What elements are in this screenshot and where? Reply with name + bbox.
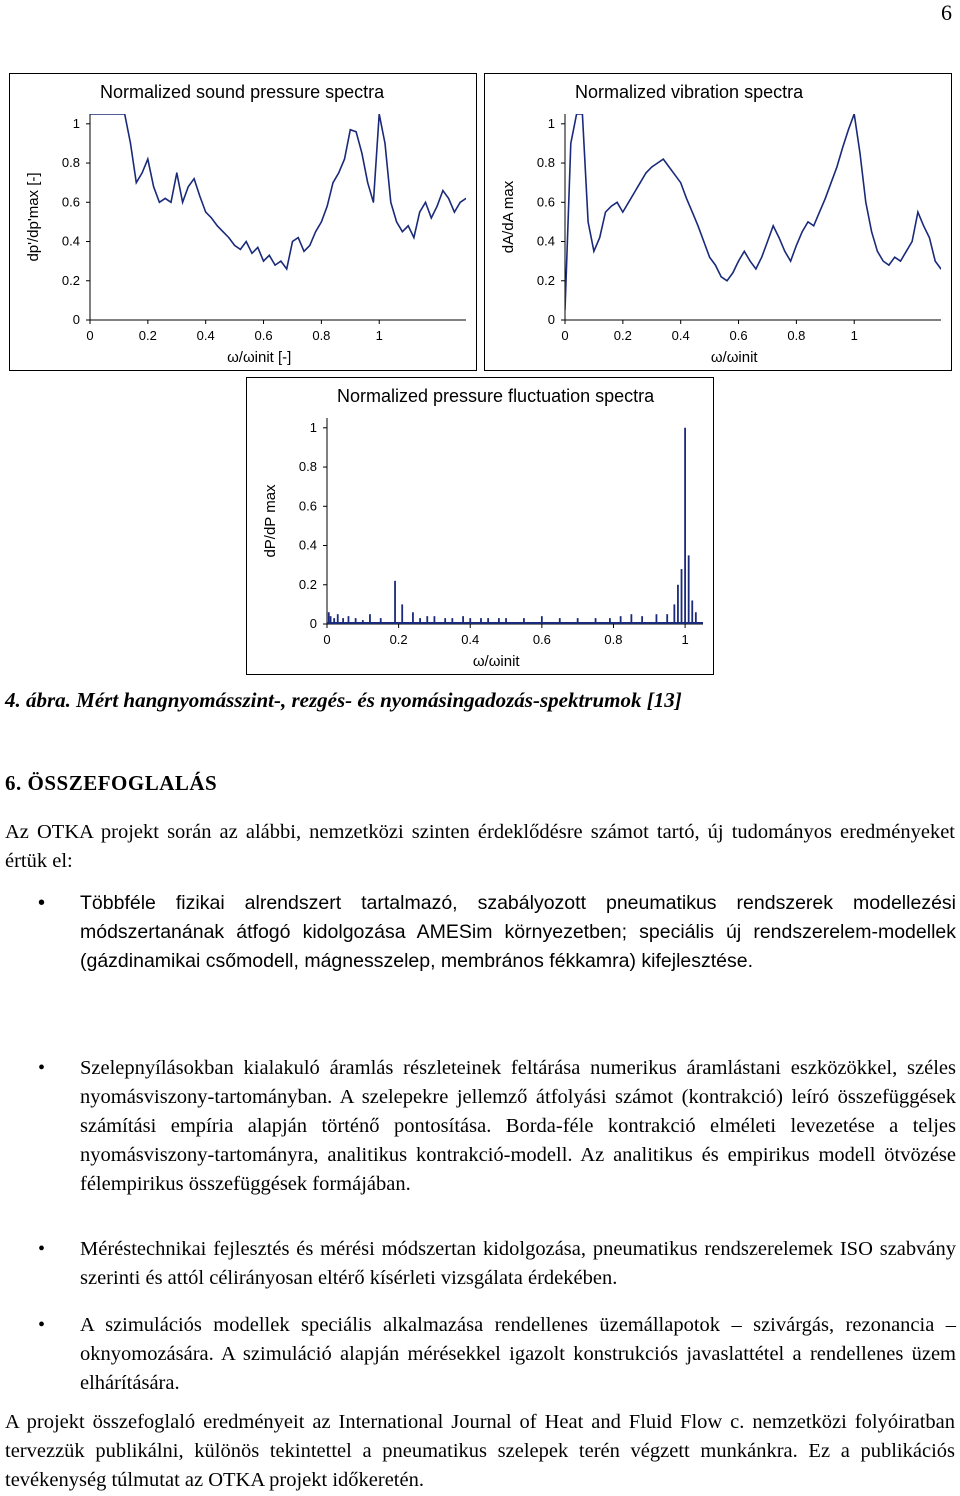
data-point	[657, 162, 658, 163]
section-heading: 6. ÖSSZEFOGLALÁS	[5, 771, 218, 795]
data-point	[448, 198, 449, 199]
list-item: • Méréstechnikai fejlesztés és mérési módszertan kidolgozása, pneumatikus rendszerelemek ISO szabvány szerinti és attól célirányosan eltérő kísérleti vizsgálata érdekében.	[80, 1235, 956, 1293]
x-axis-label: ω/ωinit	[710, 349, 758, 366]
data-point	[425, 202, 426, 203]
data-point	[95, 113, 96, 114]
series-group	[89, 113, 466, 269]
data-point	[761, 257, 762, 258]
data-point	[280, 261, 281, 262]
data-point	[813, 225, 814, 226]
data-point	[199, 196, 200, 197]
data-point	[263, 261, 264, 262]
chart-sound-pressure	[10, 74, 476, 370]
data-point	[431, 217, 432, 218]
data-point	[338, 172, 339, 173]
data-point	[767, 241, 768, 242]
chart-pressure-fluctuation	[247, 378, 713, 674]
y-tick-label: 0.8	[536, 155, 555, 171]
data-point	[292, 241, 293, 242]
data-point	[165, 198, 166, 199]
x-tick-label: 0.4	[196, 328, 215, 343]
data-point	[605, 211, 606, 212]
data-point	[234, 245, 235, 246]
figure-caption: 4. ábra. Mért hangnyomásszint-, rezgés- és nyomásingadozás-spektrumok [13]	[5, 688, 682, 712]
x-tick-label: 0.4	[671, 328, 690, 343]
data-point	[153, 186, 154, 187]
data-point	[373, 202, 374, 203]
y-tick-label: 1	[309, 419, 317, 435]
data-point	[465, 198, 466, 199]
figure-sound-pressure	[9, 73, 477, 371]
series-line	[565, 114, 941, 310]
x-axis-label: ω/ωinit [-]	[227, 349, 292, 366]
data-point	[802, 231, 803, 232]
y-tick-label: 0.8	[298, 459, 317, 475]
data-point	[159, 202, 160, 203]
list-item: • Többféle fizikai alrendszert tartalmazó, szabályozott pneumatikus rendszerek modellezési módszertanának átfogó kidolgozása AMESim környezetben; speciális új rendszerelem-modellek (gázdinamikai csőmodell, mágnesszelep, membrános fékkamra) kifejlesztése.	[80, 889, 956, 976]
y-tick-label: 0.6	[298, 498, 317, 514]
data-point	[384, 143, 385, 144]
figure-pressure-fluctuation	[246, 377, 714, 675]
data-point	[251, 253, 252, 254]
list-item: • A szimulációs modellek speciális alkalmazása rendellenes üzemállapotok – szivárgás, rezonancia – oknyomozására. A szimuláció alapján mérésekkel igazolt konstrukciós javaslattétel a rendellenes üzem elhárítására.	[80, 1311, 956, 1398]
data-point	[367, 182, 368, 183]
y-tick-label: 1	[547, 115, 555, 131]
y-axis-label: dp'/dp'max [-]	[25, 172, 42, 262]
chart-title: Normalized pressure fluctuation spectra	[337, 386, 655, 406]
data-point	[408, 225, 409, 226]
data-point	[396, 221, 397, 222]
x-tick-label: 0.2	[389, 632, 408, 647]
data-point	[217, 225, 218, 226]
chart-title: Normalized sound pressure spectra	[100, 82, 385, 102]
data-point	[778, 237, 779, 238]
data-point	[622, 211, 623, 212]
data-point	[877, 251, 878, 252]
data-point	[836, 166, 837, 167]
data-point	[599, 237, 600, 238]
x-tick-label: 0.8	[787, 328, 806, 343]
y-tick-label: 1	[72, 115, 80, 131]
y-tick-label: 0	[309, 616, 317, 631]
data-point	[663, 159, 664, 160]
data-point	[588, 221, 589, 222]
data-point	[848, 129, 849, 130]
data-point	[854, 113, 855, 114]
list-item: • Szelepnyílásokban kialakuló áramlás részleteinek feltárása numerikus áramlástani eszközökkel, széles nyomásviszony-tartományban. A szelepekre jellemző átfolyási számot (kontrakció) leíró összefüggések számítási empíria alapján történő pontosítása. Borda-féle kontrakció elméleti levezetése a teljes nyomásviszony-tartományra, analitikus kontrakció-modell. Az analitikus és empirikus modell ötvözése félempirikus összefüggések formájában.	[80, 1054, 956, 1199]
data-point	[246, 241, 247, 242]
data-point	[703, 241, 704, 242]
intro-paragraph: Az OTKA projekt során az alábbi, nemzetközi szinten érdeklődésre számot tartó, új tudományos eredményeket értük el:	[5, 821, 955, 872]
data-point	[611, 206, 612, 207]
data-point	[669, 166, 670, 167]
series-group	[564, 113, 941, 310]
data-point	[454, 211, 455, 212]
data-point	[894, 257, 895, 258]
data-point	[807, 221, 808, 222]
chart-vibration	[485, 74, 951, 370]
y-axis-label: dA/dA max	[500, 180, 517, 254]
data-point	[257, 247, 258, 248]
data-point	[576, 113, 577, 114]
data-point	[738, 261, 739, 262]
x-tick-label: 1	[850, 328, 858, 343]
data-point	[900, 261, 901, 262]
x-tick-label: 1	[681, 632, 689, 647]
data-point	[732, 272, 733, 273]
x-tick-label: 1	[375, 328, 383, 343]
data-point	[321, 221, 322, 222]
series-group	[327, 428, 703, 624]
x-tick-label: 0	[86, 328, 94, 343]
data-point	[651, 166, 652, 167]
data-point	[315, 231, 316, 232]
y-tick-label: 0.4	[536, 233, 555, 249]
y-tick-label: 0.4	[298, 537, 317, 553]
data-point	[460, 202, 461, 203]
x-tick-label: 0.8	[604, 632, 623, 647]
data-point	[715, 264, 716, 265]
data-point	[917, 211, 918, 212]
data-point	[275, 264, 276, 265]
y-tick-label: 0.4	[61, 233, 80, 249]
data-point	[436, 206, 437, 207]
y-tick-label: 0.8	[61, 155, 80, 171]
closing-paragraph: A projekt összefoglaló eredményeit az International Journal of Heat and Fluid Flow c. nemzetközi folyóiratban tervezzük publikálni, különös tekintettel a pneumatikus szelepek terén végzett munkánkra. Ez a publikációs tevékenység túlmutat az OTKA projekt időkeretén.	[5, 1411, 955, 1491]
data-point	[344, 159, 345, 160]
y-tick-label: 0.2	[298, 576, 317, 592]
data-point	[205, 211, 206, 212]
data-point	[188, 186, 189, 187]
data-point	[634, 192, 635, 193]
data-point	[176, 172, 177, 173]
data-point	[130, 143, 131, 144]
data-point	[147, 159, 148, 160]
data-point	[935, 261, 936, 262]
data-point	[692, 211, 693, 212]
data-point	[888, 264, 889, 265]
x-tick-label: 0.6	[729, 328, 748, 343]
y-tick-label: 0.2	[61, 272, 80, 288]
data-point	[390, 202, 391, 203]
data-point	[182, 202, 183, 203]
data-point	[124, 113, 125, 114]
data-point	[773, 225, 774, 226]
data-point	[697, 225, 698, 226]
data-point	[332, 182, 333, 183]
data-point	[298, 237, 299, 238]
data-point	[222, 231, 223, 232]
data-point	[442, 190, 443, 191]
data-point	[269, 255, 270, 256]
data-point	[640, 182, 641, 183]
data-point	[784, 251, 785, 252]
data-point	[825, 198, 826, 199]
data-point	[118, 113, 119, 114]
data-point	[686, 198, 687, 199]
y-tick-label: 0	[547, 312, 555, 327]
data-point	[350, 129, 351, 130]
data-point	[628, 202, 629, 203]
x-tick-label: 0.6	[532, 632, 551, 647]
data-point	[680, 182, 681, 183]
data-point	[819, 211, 820, 212]
data-point	[883, 261, 884, 262]
data-point	[721, 276, 722, 277]
data-point	[796, 245, 797, 246]
page-number: 6	[941, 0, 952, 25]
data-point	[911, 241, 912, 242]
data-point	[419, 211, 420, 212]
data-point	[361, 153, 362, 154]
chart-title: Normalized vibration spectra	[575, 82, 804, 102]
data-point	[750, 261, 751, 262]
data-point	[570, 143, 571, 144]
figure-vibration	[484, 73, 952, 371]
data-point	[303, 251, 304, 252]
data-point	[211, 217, 212, 218]
data-point	[645, 172, 646, 173]
data-point	[141, 172, 142, 173]
data-point	[790, 261, 791, 262]
data-point	[842, 147, 843, 148]
data-point	[906, 251, 907, 252]
data-point	[355, 131, 356, 132]
data-point	[830, 182, 831, 183]
x-axis-label: ω/ωinit	[472, 653, 520, 670]
y-axis-label: dP/dP max	[262, 484, 279, 558]
data-point	[593, 251, 594, 252]
data-point	[136, 182, 137, 183]
series-line	[90, 114, 466, 269]
data-point	[755, 268, 756, 269]
data-point	[674, 174, 675, 175]
data-point	[616, 202, 617, 203]
x-tick-label: 0.2	[613, 328, 632, 343]
data-point	[240, 249, 241, 250]
data-point	[113, 113, 114, 114]
data-point	[327, 206, 328, 207]
data-point	[929, 237, 930, 238]
x-tick-label: 0.6	[254, 328, 273, 343]
data-point	[286, 268, 287, 269]
y-tick-label: 0.2	[536, 272, 555, 288]
data-point	[413, 237, 414, 238]
data-point	[744, 251, 745, 252]
data-point	[709, 257, 710, 258]
data-point	[859, 153, 860, 154]
data-point	[871, 231, 872, 232]
data-point	[582, 113, 583, 114]
data-point	[194, 178, 195, 179]
x-tick-label: 0.2	[138, 328, 157, 343]
x-tick-label: 0.4	[461, 632, 480, 647]
x-tick-label: 0	[561, 328, 569, 343]
data-point	[107, 113, 108, 114]
data-point	[309, 245, 310, 246]
data-point	[865, 202, 866, 203]
y-tick-label: 0	[72, 312, 80, 327]
x-tick-label: 0.8	[312, 328, 331, 343]
data-point	[402, 231, 403, 232]
data-point	[170, 202, 171, 203]
y-tick-label: 0.6	[61, 194, 80, 210]
data-point	[940, 268, 941, 269]
data-point	[101, 113, 102, 114]
data-point	[379, 113, 380, 114]
y-tick-label: 0.6	[536, 194, 555, 210]
data-point	[726, 280, 727, 281]
x-tick-label: 0	[323, 632, 331, 647]
data-point	[228, 237, 229, 238]
data-point	[923, 225, 924, 226]
